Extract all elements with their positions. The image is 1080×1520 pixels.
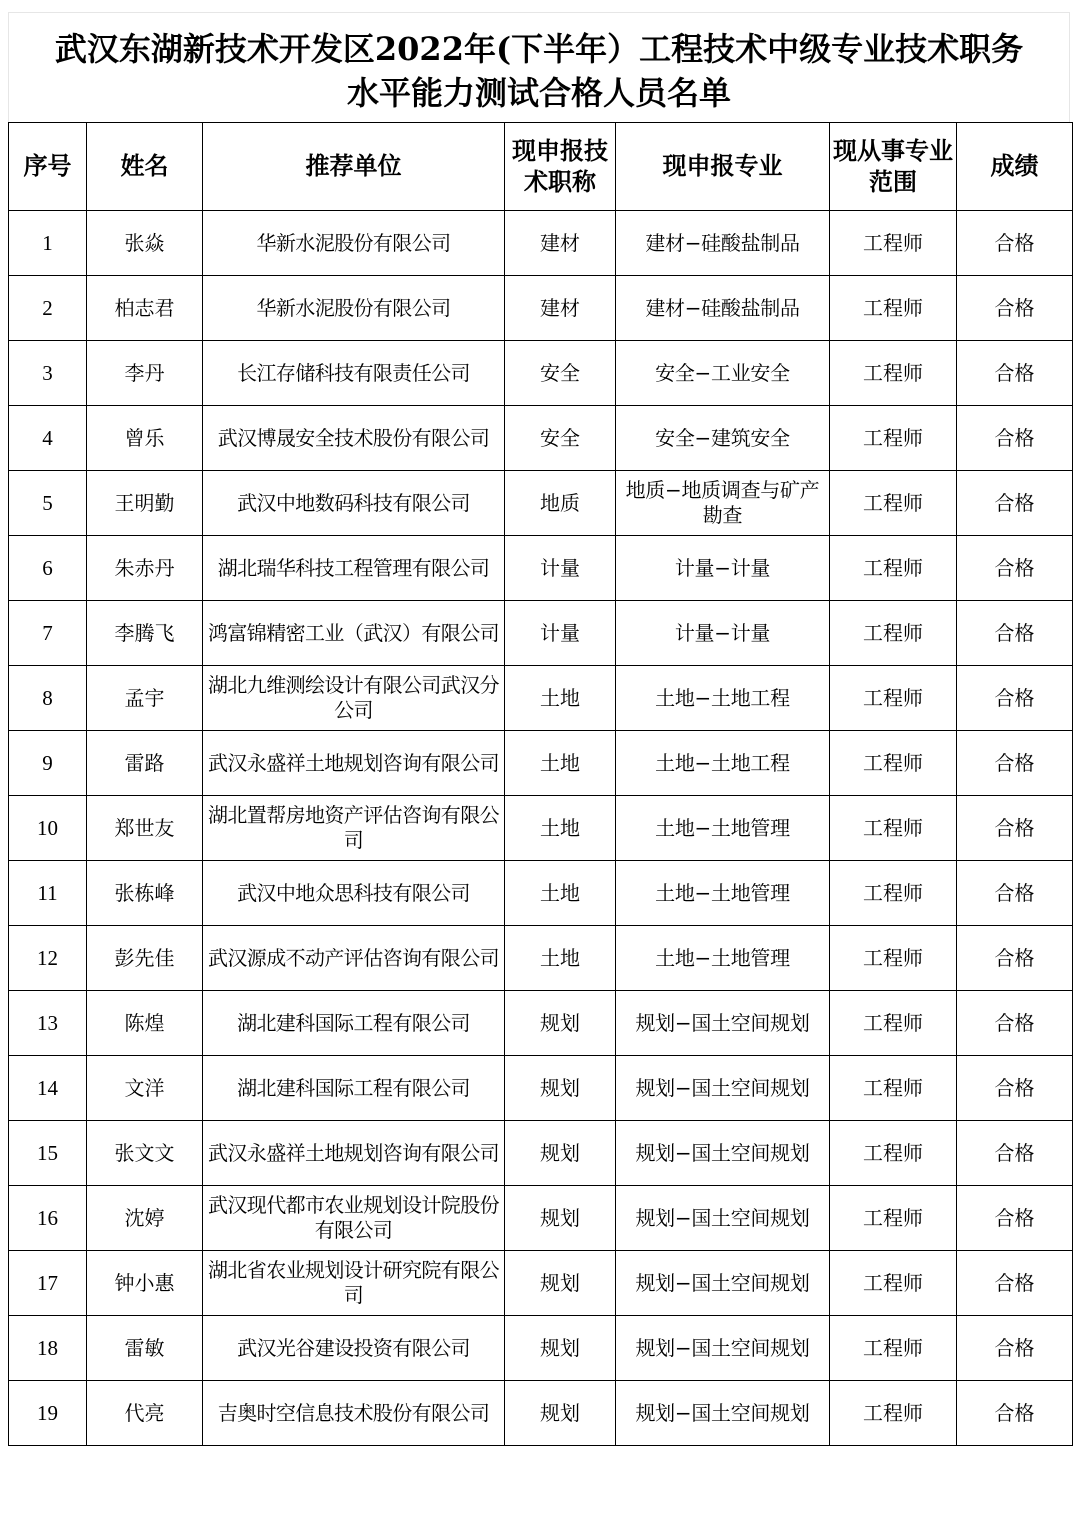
cell-declared-major: 地质−地质调查与矿产勘查 bbox=[616, 471, 830, 536]
cell-result: 合格 bbox=[957, 991, 1073, 1056]
cell-name: 柏志君 bbox=[87, 276, 203, 341]
cell-serial: 10 bbox=[9, 796, 87, 861]
cell-result: 合格 bbox=[957, 211, 1073, 276]
cell-declared-title: 土地 bbox=[505, 666, 616, 731]
cell-recommending-unit: 武汉永盛祥土地规划咨询有限公司 bbox=[203, 731, 505, 796]
cell-serial: 1 bbox=[9, 211, 87, 276]
cell-declared-major: 计量−计量 bbox=[616, 601, 830, 666]
header-recommending-unit: 推荐单位 bbox=[203, 123, 505, 211]
cell-declared-title: 土地 bbox=[505, 926, 616, 991]
table-row bbox=[9, 1056, 1073, 1121]
cell-recommending-unit: 华新水泥股份有限公司 bbox=[203, 211, 505, 276]
cell-result: 合格 bbox=[957, 1186, 1073, 1251]
cell-recommending-unit: 湖北瑞华科技工程管理有限公司 bbox=[203, 536, 505, 601]
cell-declared-title: 安全 bbox=[505, 341, 616, 406]
cell-declared-title: 地质 bbox=[505, 471, 616, 536]
cell-declared-title: 建材 bbox=[505, 211, 616, 276]
cell-name: 张文文 bbox=[87, 1121, 203, 1186]
header-result: 成绩 bbox=[957, 123, 1073, 211]
cell-current-scope: 工程师 bbox=[830, 1186, 957, 1251]
cell-recommending-unit: 武汉中地数码科技有限公司 bbox=[203, 471, 505, 536]
cell-current-scope: 工程师 bbox=[830, 1316, 957, 1381]
cell-declared-major: 土地−土地管理 bbox=[616, 861, 830, 926]
table-row bbox=[9, 471, 1073, 536]
cell-declared-major: 规划−国土空间规划 bbox=[616, 991, 830, 1056]
cell-recommending-unit: 吉奥时空信息技术股份有限公司 bbox=[203, 1381, 505, 1446]
cell-name: 雷敏 bbox=[87, 1316, 203, 1381]
cell-name: 沈婷 bbox=[87, 1186, 203, 1251]
table-row bbox=[9, 536, 1073, 601]
table-row bbox=[9, 796, 1073, 861]
cell-name: 张焱 bbox=[87, 211, 203, 276]
cell-name: 朱赤丹 bbox=[87, 536, 203, 601]
cell-recommending-unit: 湖北建科国际工程有限公司 bbox=[203, 1056, 505, 1121]
title-line-1: 武汉东湖新技术开发区2022年(下半年）工程技术中级专业技术职务 bbox=[54, 30, 1024, 68]
cell-result: 合格 bbox=[957, 601, 1073, 666]
cell-declared-major: 规划−国土空间规划 bbox=[616, 1251, 830, 1316]
qualified-personnel-table bbox=[8, 122, 1073, 1446]
cell-recommending-unit: 湖北省农业规划设计研究院有限公司 bbox=[203, 1251, 505, 1316]
cell-recommending-unit: 武汉源成不动产评估咨询有限公司 bbox=[203, 926, 505, 991]
cell-serial: 17 bbox=[9, 1251, 87, 1316]
cell-current-scope: 工程师 bbox=[830, 471, 957, 536]
cell-name: 曾乐 bbox=[87, 406, 203, 471]
cell-declared-title: 土地 bbox=[505, 731, 616, 796]
table-row bbox=[9, 211, 1073, 276]
cell-current-scope: 工程师 bbox=[830, 1056, 957, 1121]
cell-declared-major: 土地−土地管理 bbox=[616, 796, 830, 861]
cell-recommending-unit: 武汉博晟安全技术股份有限公司 bbox=[203, 406, 505, 471]
table-row bbox=[9, 991, 1073, 1056]
cell-current-scope: 工程师 bbox=[830, 991, 957, 1056]
cell-declared-major: 土地−土地工程 bbox=[616, 666, 830, 731]
cell-current-scope: 工程师 bbox=[830, 536, 957, 601]
cell-result: 合格 bbox=[957, 1316, 1073, 1381]
table-row bbox=[9, 1251, 1073, 1316]
cell-current-scope: 工程师 bbox=[830, 796, 957, 861]
table-row bbox=[9, 341, 1073, 406]
cell-declared-title: 规划 bbox=[505, 1186, 616, 1251]
cell-declared-major: 土地−土地管理 bbox=[616, 926, 830, 991]
cell-name: 雷路 bbox=[87, 731, 203, 796]
cell-current-scope: 工程师 bbox=[830, 211, 957, 276]
table-body bbox=[9, 211, 1073, 1446]
cell-declared-title: 计量 bbox=[505, 536, 616, 601]
cell-recommending-unit: 武汉中地众思科技有限公司 bbox=[203, 861, 505, 926]
cell-name: 李丹 bbox=[87, 341, 203, 406]
cell-serial: 5 bbox=[9, 471, 87, 536]
cell-result: 合格 bbox=[957, 926, 1073, 991]
cell-serial: 3 bbox=[9, 341, 87, 406]
cell-recommending-unit: 武汉现代都市农业规划设计院股份有限公司 bbox=[203, 1186, 505, 1251]
cell-declared-title: 建材 bbox=[505, 276, 616, 341]
cell-declared-title: 土地 bbox=[505, 861, 616, 926]
cell-serial: 12 bbox=[9, 926, 87, 991]
cell-declared-major: 建材−硅酸盐制品 bbox=[616, 276, 830, 341]
cell-result: 合格 bbox=[957, 1121, 1073, 1186]
cell-declared-title: 计量 bbox=[505, 601, 616, 666]
table-row bbox=[9, 1381, 1073, 1446]
cell-recommending-unit: 鸿富锦精密工业（武汉）有限公司 bbox=[203, 601, 505, 666]
header-name: 姓名 bbox=[87, 123, 203, 211]
cell-name: 文洋 bbox=[87, 1056, 203, 1121]
cell-current-scope: 工程师 bbox=[830, 601, 957, 666]
cell-result: 合格 bbox=[957, 666, 1073, 731]
table-row bbox=[9, 601, 1073, 666]
cell-recommending-unit: 武汉光谷建设投资有限公司 bbox=[203, 1316, 505, 1381]
cell-serial: 4 bbox=[9, 406, 87, 471]
cell-name: 李腾飞 bbox=[87, 601, 203, 666]
cell-declared-title: 规划 bbox=[505, 1381, 616, 1446]
cell-declared-title: 规划 bbox=[505, 1316, 616, 1381]
cell-declared-title: 规划 bbox=[505, 1056, 616, 1121]
header-serial: 序号 bbox=[9, 123, 87, 211]
cell-name: 彭先佳 bbox=[87, 926, 203, 991]
cell-name: 钟小惠 bbox=[87, 1251, 203, 1316]
table-row bbox=[9, 1121, 1073, 1186]
cell-current-scope: 工程师 bbox=[830, 406, 957, 471]
cell-declared-major: 建材−硅酸盐制品 bbox=[616, 211, 830, 276]
cell-name: 陈煌 bbox=[87, 991, 203, 1056]
cell-result: 合格 bbox=[957, 1251, 1073, 1316]
header-current-scope: 现从事专业范围 bbox=[830, 123, 957, 211]
cell-current-scope: 工程师 bbox=[830, 1251, 957, 1316]
cell-result: 合格 bbox=[957, 796, 1073, 861]
header-declared-title: 现申报技术职称 bbox=[505, 123, 616, 211]
cell-declared-major: 规划−国土空间规划 bbox=[616, 1381, 830, 1446]
table-row bbox=[9, 666, 1073, 731]
cell-declared-title: 土地 bbox=[505, 796, 616, 861]
cell-serial: 7 bbox=[9, 601, 87, 666]
document-title bbox=[8, 12, 1070, 122]
cell-declared-title: 安全 bbox=[505, 406, 616, 471]
cell-current-scope: 工程师 bbox=[830, 666, 957, 731]
cell-result: 合格 bbox=[957, 406, 1073, 471]
cell-serial: 13 bbox=[9, 991, 87, 1056]
cell-current-scope: 工程师 bbox=[830, 276, 957, 341]
cell-declared-major: 计量−计量 bbox=[616, 536, 830, 601]
cell-recommending-unit: 武汉永盛祥土地规划咨询有限公司 bbox=[203, 1121, 505, 1186]
cell-serial: 14 bbox=[9, 1056, 87, 1121]
table-row bbox=[9, 861, 1073, 926]
cell-recommending-unit: 湖北置帮房地资产评估咨询有限公司 bbox=[203, 796, 505, 861]
cell-result: 合格 bbox=[957, 536, 1073, 601]
cell-recommending-unit: 华新水泥股份有限公司 bbox=[203, 276, 505, 341]
table-row bbox=[9, 1186, 1073, 1251]
cell-recommending-unit: 长江存储科技有限责任公司 bbox=[203, 341, 505, 406]
cell-result: 合格 bbox=[957, 341, 1073, 406]
cell-name: 郑世友 bbox=[87, 796, 203, 861]
cell-serial: 18 bbox=[9, 1316, 87, 1381]
cell-current-scope: 工程师 bbox=[830, 731, 957, 796]
cell-declared-title: 规划 bbox=[505, 991, 616, 1056]
cell-serial: 15 bbox=[9, 1121, 87, 1186]
cell-name: 张栋峰 bbox=[87, 861, 203, 926]
table-row bbox=[9, 926, 1073, 991]
table-row bbox=[9, 406, 1073, 471]
table-header-row bbox=[9, 123, 1073, 211]
cell-declared-major: 规划−国土空间规划 bbox=[616, 1056, 830, 1121]
cell-result: 合格 bbox=[957, 276, 1073, 341]
title-line-2: 水平能力测试合格人员名单 bbox=[346, 74, 731, 112]
cell-serial: 2 bbox=[9, 276, 87, 341]
table-row bbox=[9, 731, 1073, 796]
cell-result: 合格 bbox=[957, 1381, 1073, 1446]
cell-name: 代亮 bbox=[87, 1381, 203, 1446]
cell-declared-title: 规划 bbox=[505, 1121, 616, 1186]
cell-declared-major: 土地−土地工程 bbox=[616, 731, 830, 796]
cell-name: 孟宇 bbox=[87, 666, 203, 731]
cell-result: 合格 bbox=[957, 861, 1073, 926]
table-row bbox=[9, 1316, 1073, 1381]
cell-serial: 8 bbox=[9, 666, 87, 731]
cell-recommending-unit: 湖北九维测绘设计有限公司武汉分公司 bbox=[203, 666, 505, 731]
cell-declared-major: 安全−建筑安全 bbox=[616, 406, 830, 471]
cell-result: 合格 bbox=[957, 1056, 1073, 1121]
cell-current-scope: 工程师 bbox=[830, 341, 957, 406]
table-row bbox=[9, 276, 1073, 341]
cell-current-scope: 工程师 bbox=[830, 861, 957, 926]
cell-serial: 11 bbox=[9, 861, 87, 926]
cell-name: 王明勤 bbox=[87, 471, 203, 536]
cell-declared-major: 安全−工业安全 bbox=[616, 341, 830, 406]
cell-current-scope: 工程师 bbox=[830, 1121, 957, 1186]
cell-declared-major: 规划−国土空间规划 bbox=[616, 1121, 830, 1186]
cell-result: 合格 bbox=[957, 731, 1073, 796]
cell-serial: 9 bbox=[9, 731, 87, 796]
cell-declared-major: 规划−国土空间规划 bbox=[616, 1316, 830, 1381]
cell-serial: 16 bbox=[9, 1186, 87, 1251]
cell-result: 合格 bbox=[957, 471, 1073, 536]
cell-current-scope: 工程师 bbox=[830, 1381, 957, 1446]
cell-recommending-unit: 湖北建科国际工程有限公司 bbox=[203, 991, 505, 1056]
cell-declared-title: 规划 bbox=[505, 1251, 616, 1316]
cell-serial: 6 bbox=[9, 536, 87, 601]
cell-serial: 19 bbox=[9, 1381, 87, 1446]
cell-declared-major: 规划−国土空间规划 bbox=[616, 1186, 830, 1251]
header-declared-major: 现申报专业 bbox=[616, 123, 830, 211]
cell-current-scope: 工程师 bbox=[830, 926, 957, 991]
